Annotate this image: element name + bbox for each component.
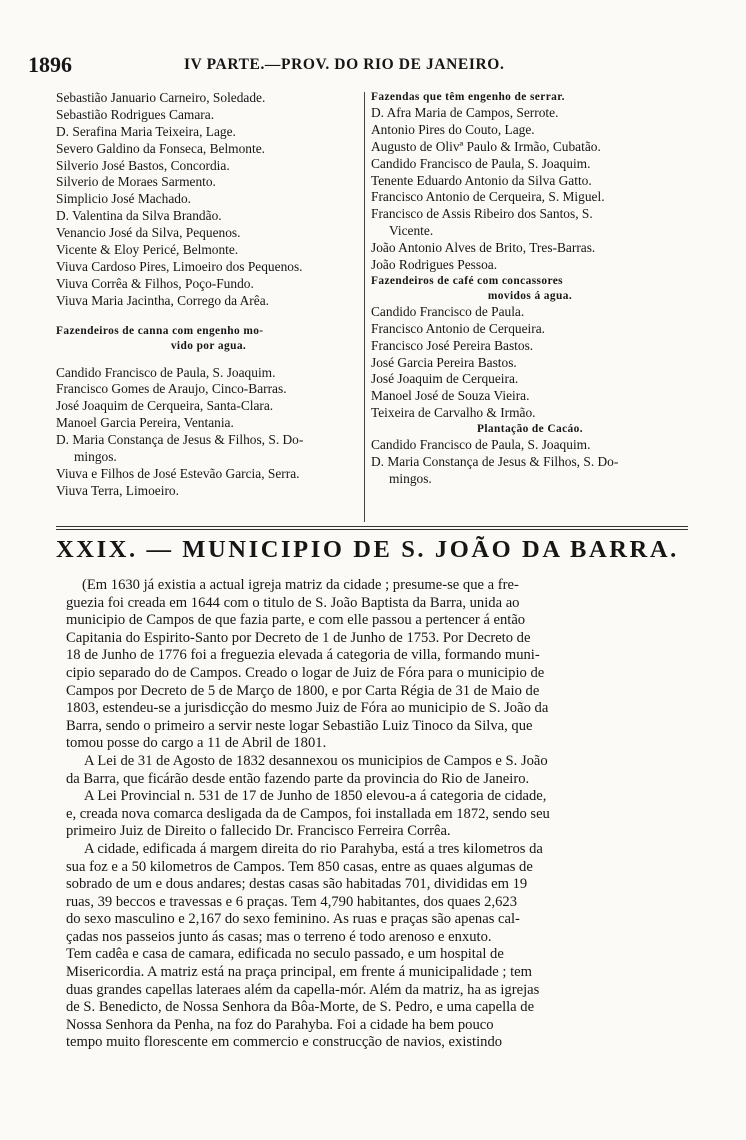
list-item: Francisco José Pereira Bastos. <box>371 337 534 353</box>
list-item: Sebastião Januario Carneiro, Soledade. <box>56 90 266 105</box>
body-line: e, creada nova comarca desligada da de Campos, foi installada em 1872, sendo seu <box>66 805 550 822</box>
list-item: Candido Francisco de Paula, S. Joaquim. <box>371 155 591 171</box>
list-item: José Garcia Pereira Bastos. <box>371 354 517 370</box>
list-item: Silverio de Moraes Sarmento. <box>56 174 216 190</box>
section-heading-cacao: Plantação de Cacáo. <box>477 423 583 436</box>
list-item: Antonio Pires do Couto, Lage. <box>371 121 535 137</box>
heading-line: vido por agua. <box>170 339 247 352</box>
list-item: Francisco Gomes de Araujo, Cinco-Barras. <box>56 381 287 397</box>
list-item: D. Afra Maria de Campos, Serrote. <box>371 105 559 120</box>
list-item: Silverio José Bastos, Concordia. <box>56 157 230 173</box>
body-line: sobrado de um e dous andares; destas casas são habitadas 701, divididas em 19 <box>66 876 528 893</box>
list-item: Candido Francisco de Paula, S. Joaquim. <box>56 364 276 380</box>
heading-line: Fazendeiros de canna com engenho mo- <box>56 324 264 337</box>
body-line: Capitania do Espirito-Santo por Decreto de 1 de Junho de 1753. Por Decreto de <box>66 629 531 646</box>
body-line: 1803, estendeu-se a jurisdicção do mesmo Juiz de Fóra ao municipio de S. João da <box>66 700 549 717</box>
list-item: José Joaquim de Cerqueira. <box>371 371 519 387</box>
list-item: Sebastião Rodrigues Camara. <box>56 106 215 122</box>
list-item: Candido Francisco de Paula, S. Joaquim. <box>371 437 591 453</box>
page-number: 1896 <box>28 52 72 77</box>
body-line: da Barra, que ficárão desde então fazendo parte da provincia do Rio de Janeiro. <box>66 770 530 787</box>
list-item: Teixeira de Carvalho & Irmão. <box>371 405 536 421</box>
list-item: Candido Francisco de Paula. <box>371 303 525 319</box>
body-line: tempo muito florescente em commercio e construcção de navios, existindo <box>66 1034 503 1051</box>
section-body <box>66 577 696 1052</box>
list-item: Tenente Eduardo Antonio da Silva Gatto. <box>371 172 592 188</box>
body-line: do sexo masculino e 2,167 do sexo feminino. As ruas e praças são apenas cal- <box>66 911 520 928</box>
body-line: municipio de Campos de que fazia parte, e com elle passou a pertencer á então <box>66 612 526 629</box>
list-item: Viuva Terra, Limoeiro. <box>56 482 179 498</box>
body-line: guezia foi creada em 1644 com o titulo de S. João Baptista da Barra, unida ao <box>66 594 520 611</box>
body-line: A Lei de 31 de Agosto de 1832 desannexou os municipios de Campos e S. João <box>84 752 548 769</box>
body-line: Barra, sendo o primeiro a servir neste logar Sebastião Luiz Tinoco da Silva, que <box>66 717 533 734</box>
body-line: A Lei Provincial n. 531 de 17 de Junho de 1850 elevou-a á categoria de cidade, <box>84 788 547 805</box>
list-item: Venancio José da Silva, Pequenos. <box>56 225 241 241</box>
list-item: Vicente & Eloy Pericé, Belmonte. <box>56 242 239 258</box>
body-line: cipio separado do de Campos. Creado o logar de Juiz de Fóra para o municipio de <box>66 664 545 681</box>
section-rule <box>56 526 688 527</box>
list-item: João Rodrigues Pessoa. <box>371 257 498 273</box>
list-item: Vicente. <box>389 223 434 239</box>
body-line: primeiro Juiz de Direito o fallecido Dr. Francisco Ferreira Corrêa. <box>66 823 451 840</box>
body-line: A cidade, edificada á margem direita do rio Parahyba, está a tres kilometros da <box>84 840 543 857</box>
body-line: tomou posse do cargo a 11 de Abril de 1801. <box>66 735 327 752</box>
body-line: Nossa Senhora da Penha, na foz do Parahyba. Foi a cidade ha bem pouco <box>66 1016 494 1033</box>
list-item: Francisco de Assis Ribeiro dos Santos, S. <box>371 206 593 222</box>
list-item: mingos. <box>389 470 432 486</box>
section-heading-canna <box>56 324 361 354</box>
body-line: sua foz e a 50 kilometros de Campos. Tem 850 casas, entre as quaes algumas de <box>66 858 533 875</box>
section-heading-cafe <box>371 274 689 304</box>
body-line: çadas nos passeios junto ás casas; mas o terreno é todo arenoso e enxuto. <box>66 928 492 945</box>
list-item: D. Serafina Maria Teixeira, Lage. <box>56 123 236 139</box>
list-item: Manoel Garcia Pereira, Ventania. <box>56 415 234 431</box>
running-head: IV PARTE.—PROV. DO RIO DE JANEIRO. <box>184 56 505 73</box>
list-item: Augusto de Olivª Paulo & Irmão, Cubatão. <box>371 138 601 154</box>
list-item: D. Maria Constança de Jesus & Filhos, S. Do- <box>56 432 304 448</box>
body-line: Misericordia. A matriz está na praça principal, em frente á municipalidade ; tem <box>66 964 533 981</box>
section-rule <box>56 529 688 530</box>
list-item: José Joaquim de Cerqueira, Santa-Clara. <box>56 398 274 414</box>
body-line: duas grandes capellas lateraes além da capella-mór. Além da matriz, ha as igrejas <box>66 981 540 998</box>
list-item: Viuva Corrêa & Filhos, Poço-Fundo. <box>56 275 254 291</box>
body-line: 18 de Junho de 1776 foi a freguezia elevada á categoria de villa, formando muni- <box>66 647 540 664</box>
list-item: Francisco Antonio de Cerqueira, S. Miguel. <box>371 189 605 205</box>
body-line: Tem cadêa e casa de camara, edificada no seculo passado, e um hospital de <box>66 946 504 963</box>
body-line: (Em 1630 já existia a actual igreja matriz da cidade ; presume-se que a fre- <box>82 577 519 593</box>
list-item: João Antonio Alves de Brito, Tres-Barras. <box>371 240 596 256</box>
body-line: Campos por Decreto de 5 de Março de 1800, e por Carta Régia de 31 de Maio de <box>66 682 540 699</box>
column-divider <box>364 92 365 522</box>
section-heading-serrar: Fazendas que têm engenho de serrar. <box>371 91 565 103</box>
body-line: de S. Benedicto, de Nossa Senhora da Bôa-Morte, de S. Pedro, e uma capella de <box>66 999 535 1016</box>
list-item: mingos. <box>74 449 117 465</box>
section-title: XXIX. — MUNICIPIO DE S. JOÃO DA BARRA. <box>56 536 679 563</box>
left-column <box>56 90 361 500</box>
list-item: Severo Galdino da Fonseca, Belmonte. <box>56 140 265 156</box>
list-item: Viuva Maria Jacintha, Corrego da Arêa. <box>56 292 269 308</box>
list-item: D. Valentina da Silva Brandão. <box>56 208 222 224</box>
list-item: Viuva e Filhos de José Estevão Garcia, Serra. <box>56 465 300 481</box>
list-item: Simplicio José Machado. <box>56 191 192 207</box>
list-item: Manoel José de Souza Vieira. <box>371 388 530 404</box>
list-item: Viuva Cardoso Pires, Limoeiro dos Pequenos. <box>56 258 303 274</box>
body-line: ruas, 39 beccos e travessas e 6 praças. Tem 4,790 habitantes, dos quaes 2,623 <box>66 893 517 910</box>
heading-line: Fazendeiros de café com concassores <box>371 274 563 287</box>
page-header <box>28 52 718 82</box>
right-column <box>371 90 689 488</box>
list-item: Francisco Antonio de Cerqueira. <box>371 320 546 336</box>
heading-line: movidos á agua. <box>487 289 573 302</box>
list-item: D. Maria Constança de Jesus & Filhos, S. Do- <box>371 454 619 470</box>
